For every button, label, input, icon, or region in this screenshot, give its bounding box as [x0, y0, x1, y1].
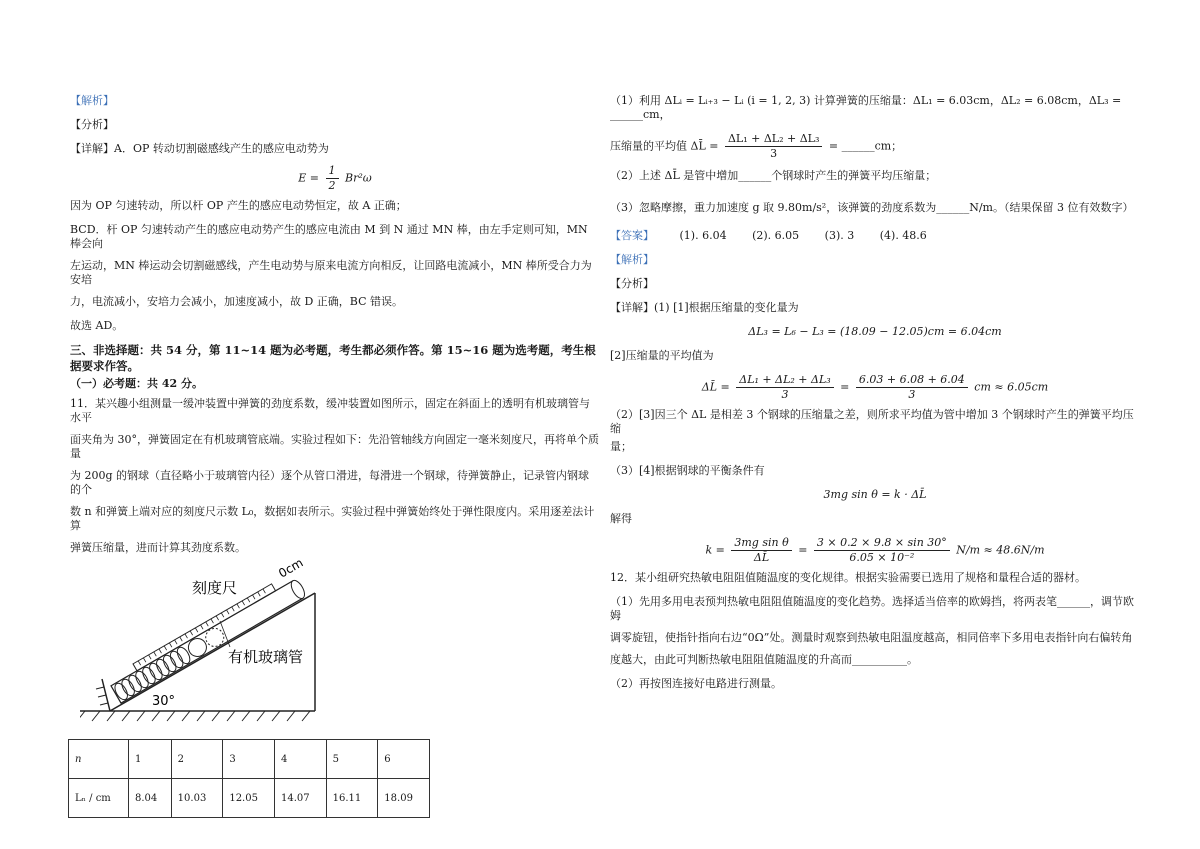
bcd-line-2: 左运动，MN 棒运动会切割磁感线，产生电动势与原来电流方向相反，让回路电流减小，MN 棒所受合力为安培	[70, 259, 592, 286]
eq4-fraction-1	[731, 536, 791, 565]
avg-num: ΔL₁ + ΔL₂ + ΔL₃	[725, 132, 822, 147]
avg-fraction	[725, 132, 822, 161]
q11-line-4: 数 n 和弹簧上端对应的刻度尺示数 L₀，数据如表所示。实验过程中弹簧始终处于弹性限度内。采用逐差法计算	[70, 505, 595, 532]
zero-cm-label: 0cm	[276, 559, 306, 581]
emf-num: 1	[326, 164, 339, 179]
section-heading-2: 据要求作答。	[70, 359, 139, 373]
eq4-mid: =	[798, 543, 808, 557]
table-header-cell: 3	[223, 740, 275, 779]
q12-part-2: （2）再按图连接好电路进行测量。	[610, 677, 782, 690]
answer-1: (1). 6.04	[679, 229, 727, 242]
eq2-fraction-1	[736, 373, 833, 402]
eq2-num-1: ΔL₁ + ΔL₂ + ΔL₃	[736, 373, 833, 388]
eq2-rhs: cm ≈ 6.05cm	[974, 380, 1049, 394]
q11-line-1: 11．某兴趣小组测量一缓冲装置中弹簧的劲度系数，缓冲装置如图所示，固定在斜面上的透明有机玻璃管与水平	[70, 397, 590, 424]
table-cell: 16.11	[326, 779, 378, 818]
answer-line	[610, 229, 1140, 243]
conclude-a: 因为 OP 匀速转动，所以杆 OP 产生的感应电动势恒定，故 A 正确；	[70, 199, 407, 212]
table-header-cell: 6	[378, 740, 430, 779]
eq4-rhs: N/m ≈ 48.6N/m	[956, 543, 1045, 557]
emf-fraction	[326, 164, 339, 193]
detail-4: （3）[4]根据钢球的平衡条件有	[610, 464, 765, 477]
eq2-lhs: ΔL̄ =	[701, 380, 730, 394]
emf-den: 2	[328, 179, 336, 192]
ruler-label: 刻度尺	[192, 579, 238, 597]
part-2-question: （2）上述 ΔL̄ 是管中增加______个钢球时产生的弹簧平均压缩量；	[610, 169, 937, 182]
table-cell: 14.07	[274, 779, 326, 818]
table-cell: 18.09	[378, 779, 430, 818]
equation-average	[610, 373, 1140, 402]
avg-rhs: = ______cm；	[828, 139, 903, 153]
table-header-cell: 2	[171, 740, 223, 779]
spring-tube-figure	[80, 559, 320, 729]
incline-diagram	[80, 559, 320, 729]
subsection-heading: （一）必考题：共 42 分。	[70, 377, 203, 390]
table-header-cell: 4	[274, 740, 326, 779]
detail-a: 【详解】A．OP 转动切割磁感线产生的感应电动势为	[70, 142, 329, 155]
equation-k	[610, 536, 1140, 565]
bcd-line-1: BCD．杆 OP 匀速转动产生的感应电动势产生的感应电流由 M 到 N 通过 MN 棒，由左手定则可知，MN 棒会向	[70, 223, 588, 250]
part-1-question: （1）利用 ΔLᵢ = Lᵢ₊₃ − Lᵢ (i = 1, 2, 3) 计算弹簧的压缩量：ΔL₁ = 6.03cm，ΔL₂ = 6.08cm，ΔL₃ = ______cm，	[610, 94, 1122, 121]
part-3-question: （3）忽略摩擦，重力加速度 g 取 9.80m/s²，该弹簧的劲度系数为______N/m。（结果保留 3 位有效数字）	[610, 201, 1134, 214]
eq2-mid: =	[840, 380, 850, 394]
eq4-num-1: 3mg sin θ	[731, 536, 791, 551]
detail-2: [2]压缩量的平均值为	[610, 349, 714, 362]
table-cell: 10.03	[171, 779, 223, 818]
q12-part-1-line-1: （1）先用多用电表预判热敏电阻阻值随温度的变化趋势。选择适当倍率的欧姆挡，将两表笔______，调节欧姆	[610, 595, 1134, 622]
eq2-fraction-2	[856, 373, 968, 402]
eq2-num-2: 6.03 + 6.08 + 6.04	[856, 373, 968, 388]
emf-equation	[70, 164, 600, 193]
table-cell: Lₙ / cm	[69, 779, 129, 818]
eq2-den-2: 3	[908, 388, 916, 401]
table-cell: 12.05	[223, 779, 275, 818]
detail-1: 【详解】(1) [1]根据压缩量的变化量为	[610, 301, 799, 314]
emf-lhs: E =	[298, 171, 319, 185]
table-row	[69, 779, 430, 818]
equation-delta-l3: ΔL₃ = L₆ − L₃ = (18.09 − 12.05)cm = 6.04cm	[748, 325, 1002, 338]
detail-3b: 量；	[610, 440, 632, 453]
bcd-line-3: 力，电流减小，安培力会减小，加速度减小，故 D 正确，BC 错误。	[70, 295, 404, 308]
eq2-den-1: 3	[781, 388, 789, 401]
table-header-cell: n	[69, 740, 129, 779]
spring-data-table	[68, 739, 430, 818]
detail-3a: （2）[3]因三个 ΔL 是相差 3 个钢球的压缩量之差，则所求平均值为管中增加 3 个钢球时产生的弹簧平均压缩	[610, 408, 1134, 435]
q11-line-5: 弹簧压缩量，进而计算其劲度系数。	[70, 541, 246, 554]
table-row	[69, 740, 430, 779]
angle-label: 30°	[152, 694, 176, 709]
answer-tag: 【答案】	[610, 229, 654, 242]
answer-2: (2). 6.05	[752, 229, 800, 242]
answer-3: (3). 3	[824, 229, 855, 242]
eq4-fraction-2	[814, 536, 950, 565]
part-1-average	[610, 132, 1140, 161]
eq4-num-2: 3 × 0.2 × 9.8 × sin 30°	[814, 536, 950, 551]
q12-intro: 12．某小组研究热敏电阻阻值随温度的变化规律。根据实验需要已选用了规格和量程合适的器材。	[610, 571, 1086, 584]
section-heading-1: 三、非选择题：共 54 分，第 11~14 题为必考题，考生都必须作答。第 15~16 题为选考题，考生根	[70, 343, 596, 357]
left-column	[70, 94, 600, 818]
q11-line-2: 面夹角为 30°，弹簧固定在有机玻璃管底端。实验过程如下：先沿管轴线方向固定一毫米刻度尺，再将单个质量	[70, 433, 599, 460]
detail-5: 解得	[610, 512, 632, 525]
tube-label: 有机玻璃管	[228, 648, 304, 666]
avg-den: 3	[770, 147, 778, 160]
q12-part-1-line-3: 度越大，由此可判断热敏电阻阻值随温度的升高而__________。	[610, 653, 918, 666]
eq4-den-2: 6.05 × 10⁻²	[849, 551, 915, 564]
avg-lhs: 压缩量的平均值 ΔL̄ =	[610, 139, 719, 153]
choose-answer: 故选 AD。	[70, 319, 124, 332]
eq4-den-1: ΔL̄	[753, 551, 770, 564]
analysis-tag: 【解析】	[70, 94, 114, 107]
right-column	[610, 94, 1140, 701]
analysis-tag-right: 【解析】	[610, 253, 654, 266]
eq4-lhs: k =	[705, 543, 725, 557]
table-cell: 8.04	[129, 779, 172, 818]
analysis-subtag: 【分析】	[70, 118, 114, 131]
analysis-subtag-right: 【分析】	[610, 277, 654, 290]
equation-balance: 3mg sin θ = k · ΔL̄	[823, 488, 927, 501]
q12-part-1-line-2: 调零旋钮，使指针指向右边“0Ω”处。测量时观察到热敏电阻温度越高，相同倍率下多用电表指针向右偏转角	[610, 631, 1133, 644]
q11-line-3: 为 200g 的钢球（直径略小于玻璃管内径）逐个从管口滑进，每滑进一个钢球，待弹簧静止，记录管内钢球的个	[70, 469, 590, 496]
answer-4: (4). 48.6	[879, 229, 927, 242]
table-header-cell: 1	[129, 740, 172, 779]
table-header-cell: 5	[326, 740, 378, 779]
emf-rhs: Br²ω	[345, 171, 372, 185]
